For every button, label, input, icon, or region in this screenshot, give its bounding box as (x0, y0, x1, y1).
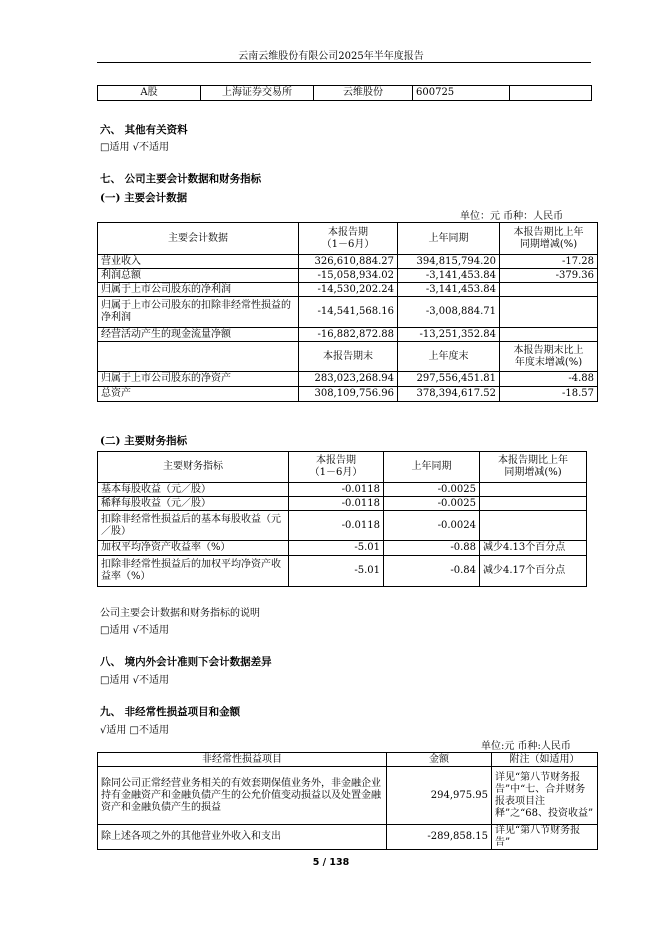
cell-value (500, 283, 598, 297)
row-label: 归属于上市公司股东的扣除非经常性损益的净利润 (98, 297, 299, 328)
cell-value: -0.0025 (384, 497, 480, 511)
table1-unit: 单位：元 币种：人民币 (460, 211, 564, 222)
section-7-sub2: (二) 主要财务指标 (100, 435, 188, 447)
cell-value: -5.01 (289, 556, 384, 587)
table-row (98, 387, 598, 402)
table-row (98, 511, 587, 541)
col-header: 本报告期末 (299, 342, 398, 372)
col-header: 本报告期比上年 同期增减(%) (480, 452, 587, 483)
cell-value: -0.88 (384, 541, 480, 556)
section-7-sub1: (一) 主要会计数据 (100, 192, 188, 204)
cell-value: 减少4.13个百分点 (480, 541, 587, 556)
section-8-title: 八、 境内外会计准则下会计数据差异 (100, 656, 272, 668)
cell-value: -14,530,202.24 (299, 283, 398, 297)
table-row (98, 767, 598, 825)
cell-value: -3,141,453.84 (398, 269, 500, 283)
indicator-note-option: □适用 √不适用 (100, 625, 169, 636)
row-label: 利润总额 (98, 269, 299, 283)
row-label: 除同公司正常经营业务相关的有效套期保值业务外，非金融企业持有金融资产和金融负债产生的公允价值变动损益以及处置金融资产和金融负债产生的损益 (98, 767, 387, 825)
financial-indicators-table (97, 451, 587, 587)
cell-value (500, 328, 598, 342)
cell-value: -18.57 (500, 387, 598, 402)
indicator-note: 公司主要会计数据和财务指标的说明 (100, 608, 260, 619)
col-header: 附注（如适用） (492, 753, 598, 767)
stock-info-table (97, 85, 592, 101)
stock-exchange: 上海证券交易所 (201, 86, 314, 101)
cell-value: -5.01 (289, 541, 384, 556)
cell-value: -0.0118 (289, 497, 384, 511)
table-row (98, 86, 592, 101)
table-header-row (98, 342, 598, 372)
cell-value: 减少4.17个百分点 (480, 556, 587, 587)
col-header: 主要会计数据 (98, 223, 299, 255)
table-row (98, 297, 598, 328)
cell-value (480, 483, 587, 497)
section-9-title: 九、 非经常性损益项目和金额 (100, 706, 241, 718)
cell-value: -15,058,934.02 (299, 269, 398, 283)
col-header: 上年度末 (398, 342, 500, 372)
cell-value: 294,975.95 (387, 767, 492, 825)
non-recurring-table (97, 752, 598, 850)
page-number: 5 / 138 (312, 857, 350, 868)
table3-unit: 单位:元 币种:人民币 (481, 741, 571, 752)
col-header: 上年同期 (398, 223, 500, 255)
cell-value: -289,858.15 (387, 825, 492, 850)
col-header: 本报告期末比上 年度末增减(%) (500, 342, 598, 372)
cell-value: -0.0025 (384, 483, 480, 497)
col-header: 本报告期 （1－6月） (289, 452, 384, 483)
stock-abbr: 云维股份 (314, 86, 413, 101)
cell-value: 297,556,451.81 (398, 372, 500, 387)
col-header: 本报告期 （1－6月） (299, 223, 398, 255)
cell-value: -0.0024 (384, 511, 480, 541)
section-7-title: 七、 公司主要会计数据和财务指标 (100, 173, 262, 185)
table-header-row (98, 223, 598, 255)
row-label: 稀释每股收益（元／股） (98, 497, 289, 511)
cell-value: -3,141,453.84 (398, 283, 500, 297)
table-row (98, 541, 587, 556)
cell-value: -4.88 (500, 372, 598, 387)
cell-value: -379.36 (500, 269, 598, 283)
table-row (98, 372, 598, 387)
section-9-option: √适用 □不适用 (100, 725, 169, 736)
table-row (98, 556, 587, 587)
header-divider (97, 62, 591, 63)
cell-value: 283,023,268.94 (299, 372, 398, 387)
cell-value: -3,008,884.71 (398, 297, 500, 328)
accounting-data-table (97, 222, 598, 402)
table-row (98, 269, 598, 283)
cell-value: 308,109,756.96 (299, 387, 398, 402)
cell-value: -17.28 (500, 255, 598, 269)
stock-prev-abbr (510, 86, 592, 101)
cell-value: 394,815,794.20 (398, 255, 500, 269)
cell-note: 详见“第八节财务报告”中“七、合并财务报表项目注释”之“68、投资收益” (492, 767, 598, 825)
stock-type: A股 (98, 86, 201, 101)
row-label: 加权平均净资产收益率（%） (98, 541, 289, 556)
cell-value (480, 511, 587, 541)
cell-value: -14,541,568.16 (299, 297, 398, 328)
section-6-title: 六、 其他有关资料 (100, 124, 188, 136)
row-label: 营业收入 (98, 255, 299, 269)
row-label: 扣除非经常性损益后的加权平均净资产收益率（%） (98, 556, 289, 587)
table-header-row (98, 753, 598, 767)
cell-value (500, 297, 598, 328)
section-8-option: □适用 √不适用 (100, 675, 169, 686)
table-row (98, 825, 598, 850)
cell-value: 378,394,617.52 (398, 387, 500, 402)
row-label: 总资产 (98, 387, 299, 402)
col-header: 主要财务指标 (98, 452, 289, 483)
table-header-row (98, 452, 587, 483)
row-label: 归属于上市公司股东的净资产 (98, 372, 299, 387)
cell-value: -0.0118 (289, 511, 384, 541)
cell-value: 326,610,884.27 (299, 255, 398, 269)
table-row (98, 328, 598, 342)
table-row (98, 283, 598, 297)
cell-value: -13,251,352.84 (398, 328, 500, 342)
col-header: 非经常性损益项目 (98, 753, 387, 767)
col-header: 本报告期比上年 同期增减(%) (500, 223, 598, 255)
cell-value: -0.0118 (289, 483, 384, 497)
stock-code: 600725 (413, 86, 510, 101)
cell-value: -0.84 (384, 556, 480, 587)
col-header (98, 342, 299, 372)
section-6-option: □适用 √不适用 (100, 142, 169, 153)
table-row (98, 483, 587, 497)
cell-value: -16,882,872.88 (299, 328, 398, 342)
col-header: 上年同期 (384, 452, 480, 483)
row-label: 归属于上市公司股东的净利润 (98, 283, 299, 297)
row-label: 扣除非经常性损益后的基本每股收益（元／股） (98, 511, 289, 541)
page-header-title: 云南云维股份有限公司2025年半年度报告 (238, 51, 424, 62)
row-label: 经营活动产生的现金流量净额 (98, 328, 299, 342)
row-label: 除上述各项之外的其他营业外收入和支出 (98, 825, 387, 850)
cell-note: 详见“第八节财务报告” (492, 825, 598, 850)
cell-value (480, 497, 587, 511)
col-header: 金额 (387, 753, 492, 767)
table-row (98, 497, 587, 511)
row-label: 基本每股收益（元／股） (98, 483, 289, 497)
table-row (98, 255, 598, 269)
